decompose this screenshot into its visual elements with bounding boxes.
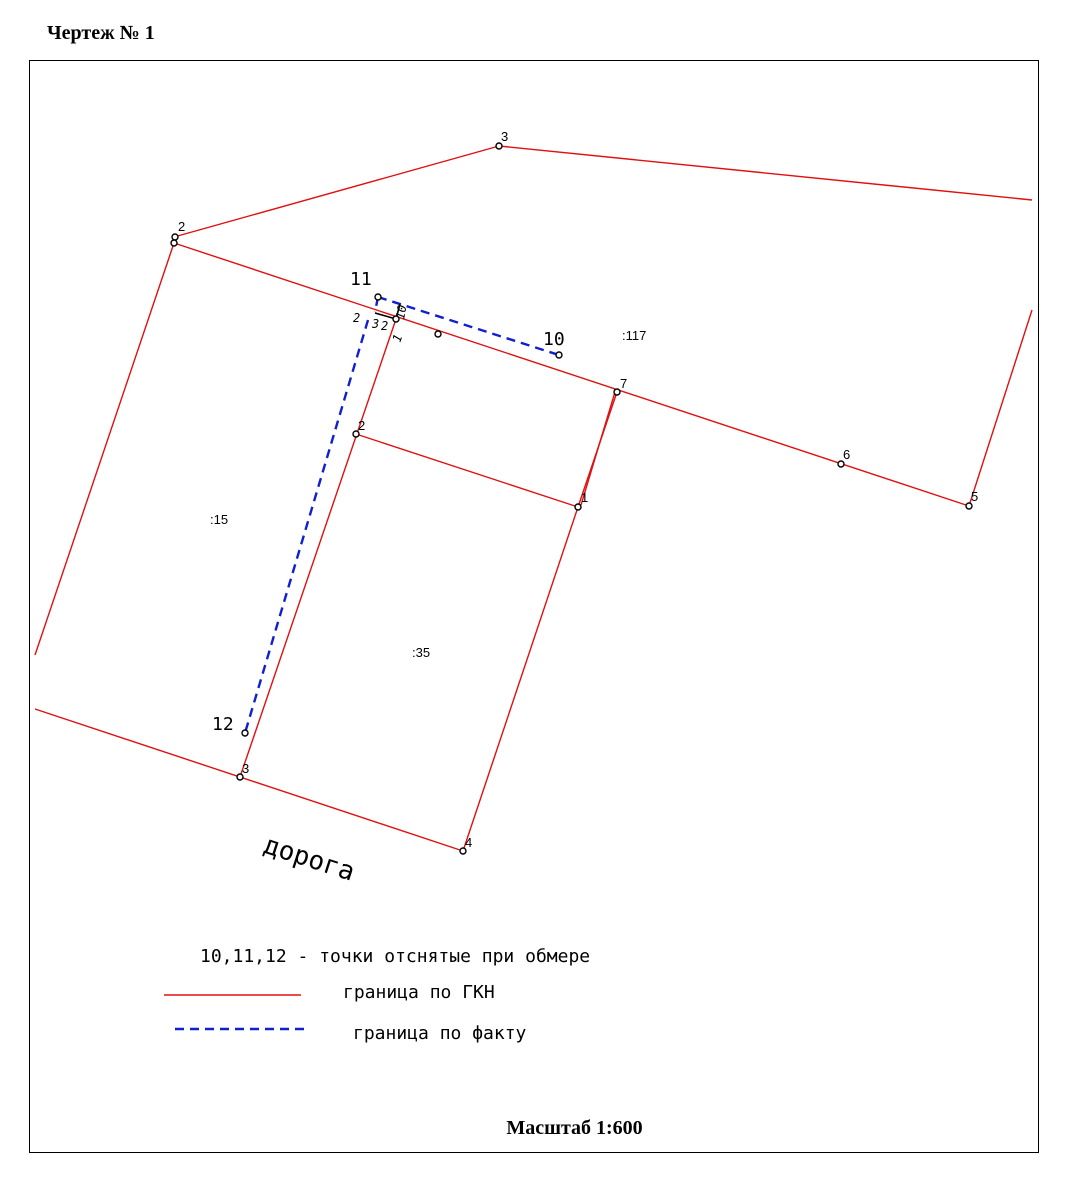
point-label: 3 xyxy=(242,761,250,776)
gkn-boundaries xyxy=(35,146,1032,851)
boundary-line xyxy=(240,322,395,777)
legend-gkn-label: граница по ГКН xyxy=(343,982,495,1003)
point-label: 1 xyxy=(581,490,589,505)
legend-note: 10,11,12 - точки отснятые при обмере xyxy=(200,946,591,967)
fact-boundaries xyxy=(245,297,559,733)
point-label: 5 xyxy=(971,489,979,504)
legend-fact-label: граница по факту xyxy=(353,1023,527,1044)
point-marker xyxy=(375,294,381,300)
detail-label: 10 xyxy=(393,303,410,321)
scale-text: Масштаб 1:600 xyxy=(506,1117,643,1139)
point-label-measured: 11 xyxy=(350,269,372,290)
parcel-label-15: :15 xyxy=(210,512,229,527)
point-labels xyxy=(178,129,978,850)
parcel-label-35: :35 xyxy=(412,645,431,660)
legend xyxy=(164,946,590,1044)
boundary-line xyxy=(499,146,1032,200)
boundary-line xyxy=(463,507,578,851)
detail-label: 2 xyxy=(381,319,389,333)
boundary-line xyxy=(174,243,969,506)
boundary-line xyxy=(581,392,615,505)
point-marker xyxy=(171,240,177,246)
road-label: дорога xyxy=(259,830,359,888)
point-marker xyxy=(172,234,178,240)
point-label: 6 xyxy=(843,447,851,462)
point-label: 3 xyxy=(501,129,509,144)
scale-caption xyxy=(0,1117,1069,1140)
parcel-label-117: :117 xyxy=(622,328,647,343)
point-label-measured: 12 xyxy=(212,714,234,735)
detail-label: 3 xyxy=(372,317,380,331)
point-label: 2 xyxy=(358,418,366,433)
detail-label: 2 xyxy=(353,311,361,325)
boundary-line xyxy=(969,310,1032,506)
point-label: 4 xyxy=(465,835,473,850)
fact-line xyxy=(245,320,368,733)
point-label: 7 xyxy=(620,376,628,391)
boundary-line xyxy=(35,709,463,851)
survey-points xyxy=(171,143,972,854)
point-marker xyxy=(435,331,441,337)
drawing-title: Чертеж № 1 xyxy=(47,22,155,44)
boundary-line xyxy=(174,146,499,237)
detail-label: 1 xyxy=(389,332,406,345)
boundary-line xyxy=(356,434,578,507)
point-label: 2 xyxy=(178,219,186,234)
boundary-line xyxy=(35,243,174,655)
point-label-measured: 10 xyxy=(543,329,565,350)
point-marker xyxy=(242,730,248,736)
point-marker xyxy=(556,352,562,358)
